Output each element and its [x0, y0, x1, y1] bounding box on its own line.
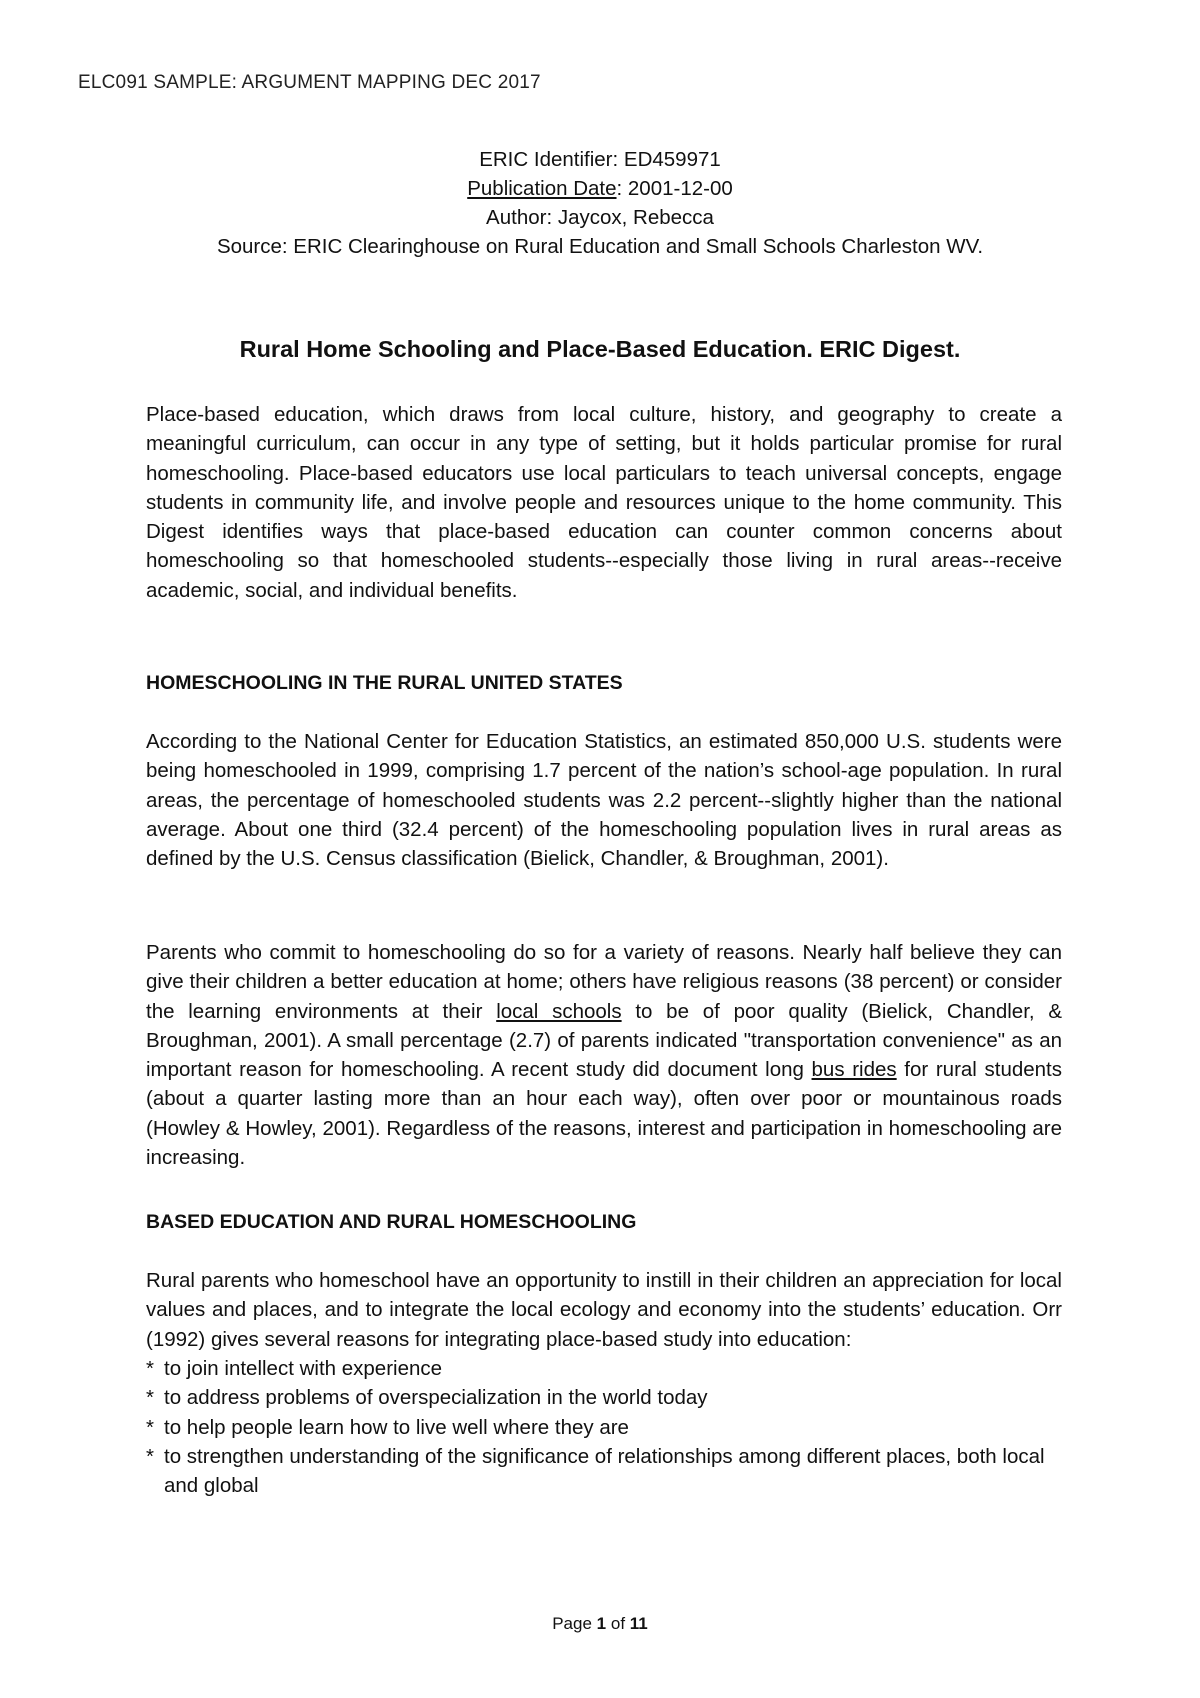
list-item-text: to help people learn how to live well where they are — [164, 1415, 629, 1439]
page-footer — [0, 1614, 1200, 1634]
asterisk-bullet: * — [146, 1357, 154, 1380]
publication-date-value: : 2001-12-00 — [616, 177, 733, 200]
section1-paragraph-2 — [146, 938, 1062, 1172]
bus-rides-link[interactable]: bus rides — [811, 1058, 897, 1082]
section1-paragraph-1: According to the National Center for Education Statistics, an estimated 850,000 U.S. students were being homeschooled in 1999, comprising 1.7 percent of the nation’s school-age population. In rural areas, the percentage of homeschooled students was 2.2 percent--slightly higher than the national average. About one third (32.4 percent) of the homeschooling population lives in rural areas as defined by the U.S. Census classification (Bielick, Chandler, & Broughman, 2001). — [146, 730, 1062, 871]
list-item — [146, 1354, 1062, 1383]
list-item-text: to join intellect with experience — [164, 1357, 443, 1380]
source: Source: ERIC Clearinghouse on Rural Education and Small Schools Charleston WV. — [216, 235, 984, 258]
list-item — [146, 1413, 1062, 1442]
of-label: of — [610, 1614, 626, 1633]
section2-paragraph-1: Rural parents who homeschool have an opportunity to instill in their children an appreciation for local values and places, and to integrate the local ecology and economy into the students’ education. Orr (1992) gives several reasons for integrating place-based study into education: — [146, 1269, 1062, 1351]
paragraph-text: for rural students (about a quarter lasting more than an hour each way), often over poor or mountainous roads (Howley & Howley, 2001). Regardless of the reasons, interest and participation in homeschooling are increasing. — [146, 1058, 1062, 1170]
asterisk-bullet: * — [146, 1386, 154, 1410]
author: Author: Jaycox, Rebecca — [486, 206, 714, 229]
list-item-text: to strengthen understanding of the significance of relationships among different places, both local and global — [164, 1444, 1045, 1498]
document-title: Rural Home Schooling and Place-Based Education. ERIC Digest. — [239, 336, 961, 362]
local-schools-link[interactable]: local schools — [496, 999, 622, 1023]
section-heading-homeschooling-rural: HOMESCHOOLING IN THE RURAL UNITED STATES — [146, 672, 623, 694]
publication-date-label: Publication Date — [467, 177, 617, 200]
reasons-list — [146, 1354, 1062, 1500]
list-item-text: to address problems of overspecialization in the world today — [164, 1386, 708, 1410]
document-metadata — [0, 145, 1200, 261]
intro-paragraph: Place-based education, which draws from local culture, history, and geography to create a meaningful curriculum, can occur in any type of setting, but it holds particular promise for rural homeschooling. Place-based educators use local particulars to teach universal concepts, engage students in community life, and involve people and resources unique to the home community. This Digest identifies ways that place-based education can counter common concerns about homeschooling so that homeschooled students--especially those living in rural areas--receive academic, social, and individual benefits. — [146, 403, 1062, 602]
page-number: 1 — [596, 1614, 607, 1633]
asterisk-bullet: * — [146, 1415, 154, 1439]
paragraph-text: to be of poor quality (Bielick, Chandler, & Broughman, 2001). A small percentage (2.7) of parents indicated "transportation convenience" as an important reason for homeschooling. A recent study did document long — [146, 999, 1063, 1082]
eric-identifier: ERIC Identifier: ED459971 — [479, 148, 721, 171]
asterisk-bullet: * — [146, 1444, 154, 1468]
page-label: Page — [552, 1614, 592, 1633]
section-heading-place-based: BASED EDUCATION AND RURAL HOMESCHOOLING — [146, 1211, 637, 1233]
page-total: 11 — [629, 1614, 648, 1633]
list-item — [146, 1383, 1062, 1412]
paragraph-text: Parents who commit to homeschooling do so for a variety of reasons. Nearly half believe they can give their children a better education at home; others have religious reasons (38 percent) or consider the learning environments at their — [146, 941, 1062, 1023]
list-item — [146, 1442, 1062, 1501]
running-header: ELC091 SAMPLE: ARGUMENT MAPPING DEC 2017 — [78, 72, 541, 93]
publication-date — [0, 174, 1200, 203]
